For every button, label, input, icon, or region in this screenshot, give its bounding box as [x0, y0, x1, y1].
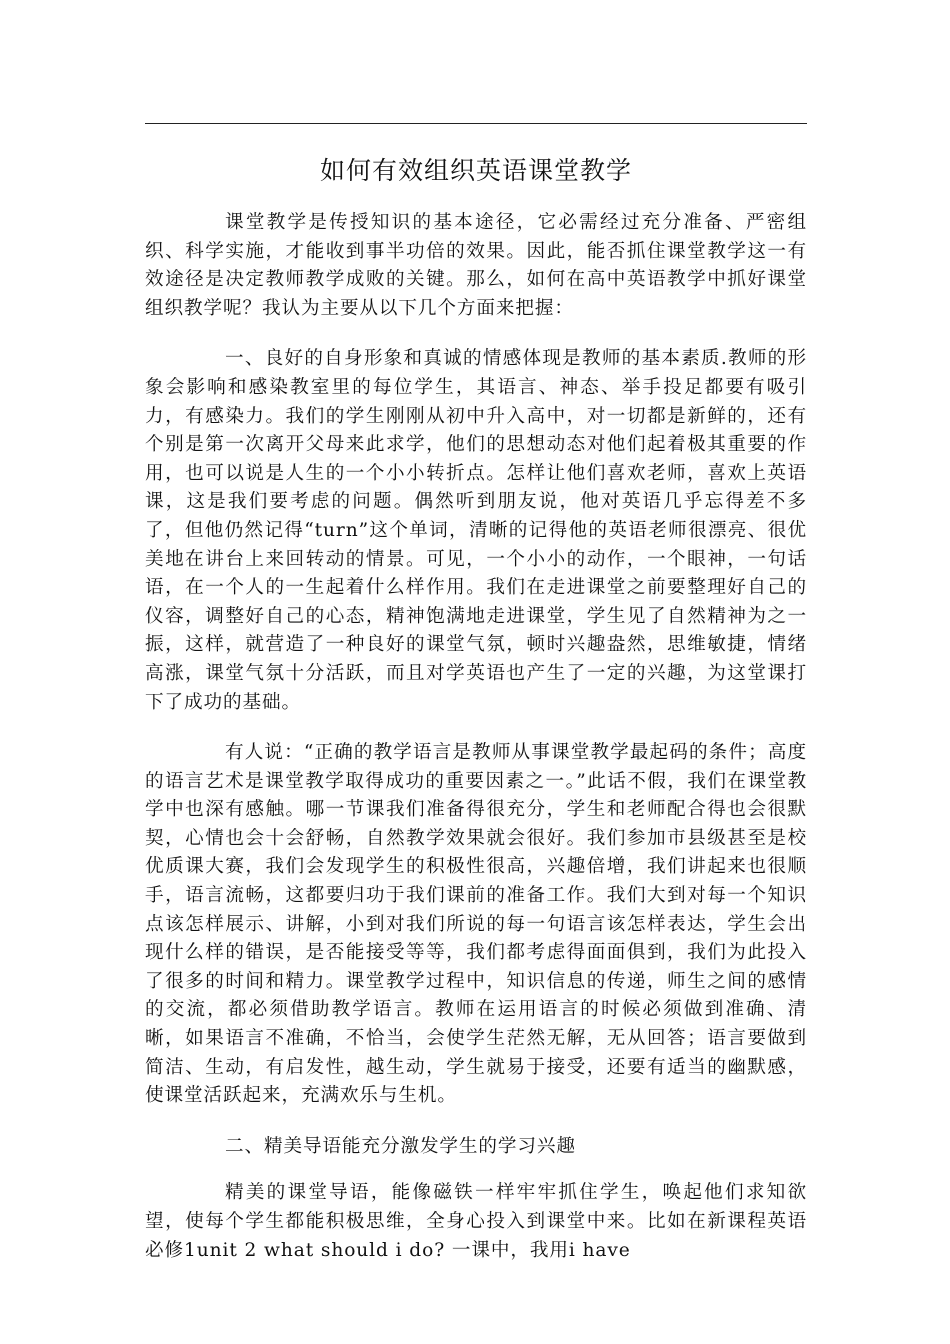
document-body: [145, 209, 807, 1287]
document-title: 如何有效组织英语课堂教学: [319, 156, 632, 185]
paragraph-teaching-language: 有人说：“正确的教学语言是教师从事课堂教学最起码的条件；高度的语言艺术是课堂教学取得成功的重要因素之一。”此话不假，我们在课堂教学中也深有感触。哪一节课我们准备得很充分，学生和老师配合得也会很默契，心情也会十会舒畅，自然教学效果就会很好。我们参加市县级甚至是校优质课大赛，我们会发现学生的积极性很高，兴趣倍增，我们讲起来也很顺手，语言流畅，这都要归功于我们课前的准备工作。我们大到对每一个知识点该怎样展示、讲解，小到对我们所说的每一句语言该怎样表达，学生会出现什么样的错误，是否能接受等等，我们都考虑得面面俱到，我们为此投入了很多的时间和精力。课堂教学过程中，知识信息的传递，师生之间的感情的交流，都必须借助教学语言。教师在运用语言的时候必须做到准确、清晰，如果语言不准确，不恰当，会使学生茫然无解，无从回答；语言要做到简洁、生动，有启发性，越生动，学生就易于接受，还要有适当的幽默感，使课堂活跃起来，充满欢乐与生机。: [145, 742, 807, 1107]
paragraph-intro: 课堂教学是传授知识的基本途径，它必需经过充分准备、严密组织、科学实施，才能收到事半功倍的效果。因此，能否抓住课堂教学这一有效途径是决定教师教学成败的关键。那么，如何在高中英语教学中抓好课堂组织教学呢？我认为主要从以下几个方面来把握：: [145, 212, 807, 319]
header-rule: [145, 123, 807, 124]
section-heading-two: 二、精美导语能充分激发学生的学习兴趣: [225, 1135, 576, 1157]
paragraph-lead-in: 精美的课堂导语，能像磁铁一样牢牢抓住学生，唤起他们求知欲望，使每个学生都能积极思维，全身心投入到课堂中来。比如在新课程英语必修1unit 2 what should i do? 一课中，我用i have: [145, 1182, 807, 1261]
paragraph-section-one: 一、良好的自身形象和真诚的情感体现是教师的基本素质.教师的形象会影响和感染教室里的每位学生，其语言、神态、举手投足都要有吸引力，有感染力。我们的学生刚刚从初中升入高中，对一切都是新鲜的，还有个别是第一次离开父母来此求学，他们的思想动态对他们起着极其重要的作用，也可以说是人生的一个小小转折点。怎样让他们喜欢老师，喜欢上英语课，这是我们要考虑的问题。偶然听到朋友说，他对英语几乎忘得差不多了，但他仍然记得“turn”这个单词，清晰的记得他的英语老师很漂亮、很优美地在讲台上来回转动的情景。可见，一个小小的动作，一个眼神，一句话语，在一个人的一生起着什么样作用。我们在走进课堂之前要整理好自己的仪容，调整好自己的心态，精神饱满地走进课堂，学生见了自然精神为之一振，这样，就营造了一种良好的课堂气氛，顿时兴趣盎然，思维敏捷，情绪高涨，课堂气氛十分活跃，而且对学英语也产生了一定的兴趣，为这堂课打下了成功的基础。: [145, 348, 807, 713]
